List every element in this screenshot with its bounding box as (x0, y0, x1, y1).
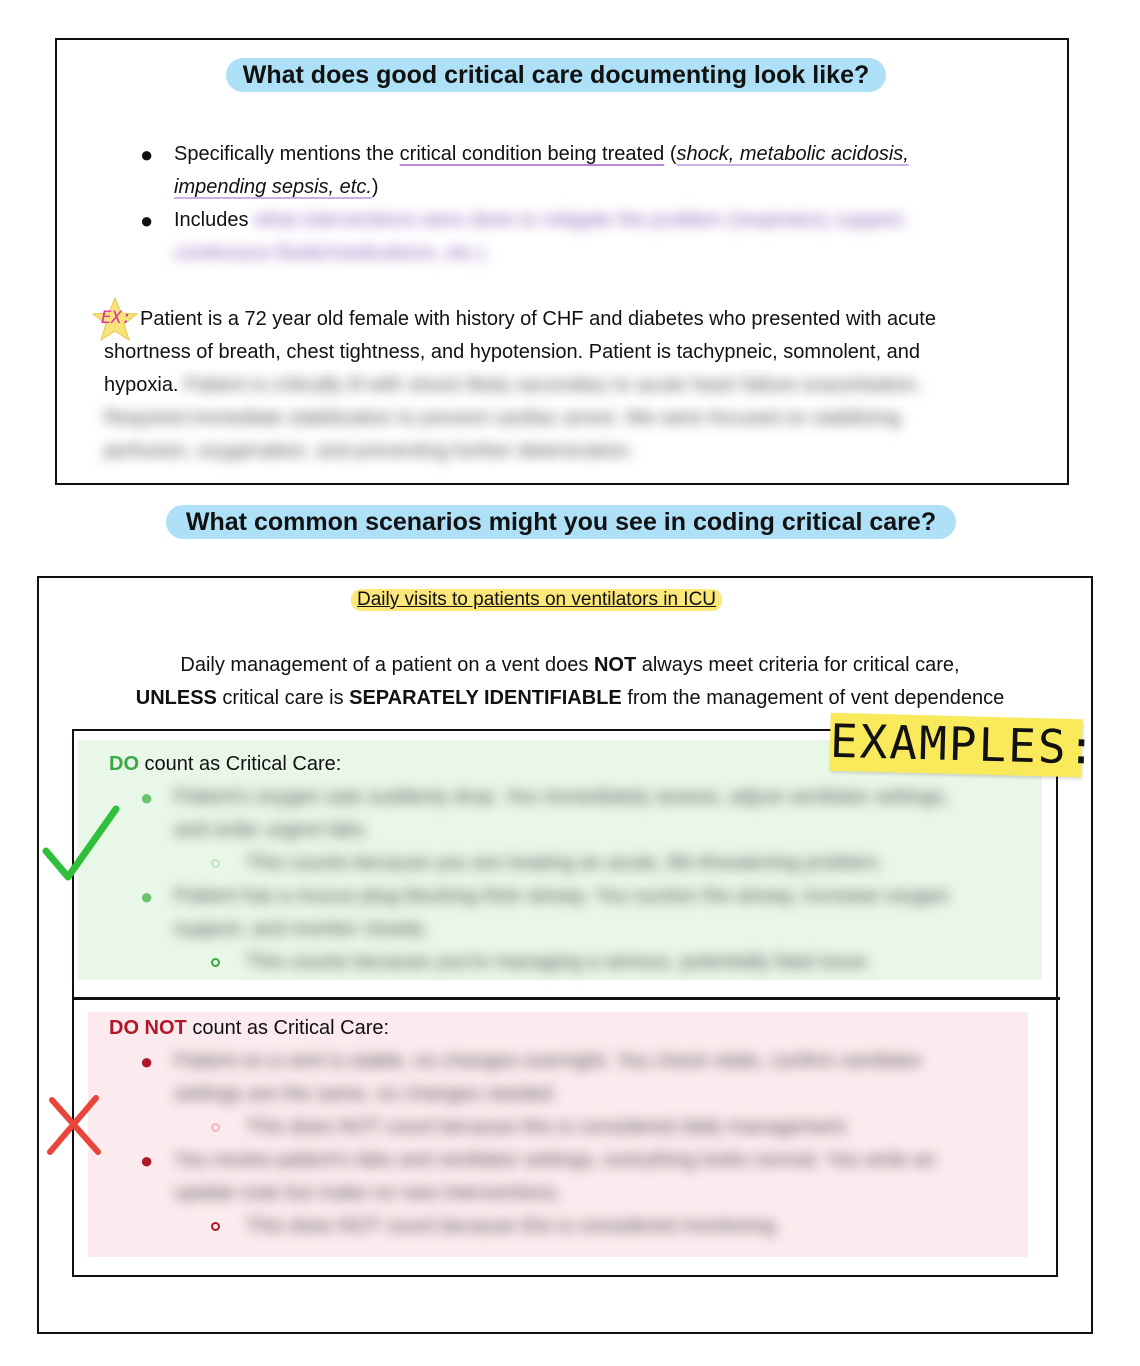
bullet-2-line2: continuous fluids/medications, etc.) (174, 242, 486, 264)
do-label-rest: count as Critical Care: (139, 753, 342, 775)
do-sub-dot (211, 958, 220, 967)
examples-divider (72, 997, 1060, 1000)
do-label (109, 748, 341, 781)
do-item-2-line1: Patient has a mucus plug blocking their airway. You suction the airway, increase oxygen (174, 885, 950, 907)
dont-sub-dot (211, 1222, 220, 1231)
do-sub-dot (211, 859, 220, 868)
bullet-1-italic: shock, metabolic acidosis, (676, 143, 909, 165)
dont-item-2-sub: This does NOT count because this is considered monitoring. (246, 1215, 781, 1237)
scenario-heading: Daily visits to patients on ventilators in ICU (351, 589, 722, 611)
do-item-2-sub: This counts because you're managing a serious, potentially fatal issue. (246, 951, 872, 973)
rule-line2-bold2: SEPARATELY IDENTIFIABLE (349, 687, 622, 709)
do-item-1-sub: This counts because you are treating an acute, life-threatening problem. (246, 852, 884, 874)
rule-line1-bold: NOT (593, 654, 637, 676)
example-line3-visible: hypoxia. (104, 374, 185, 396)
examples-sticker: EXAMPLES: (829, 713, 1082, 778)
do-label-bold: DO (109, 753, 139, 775)
bullet-dot: ● (140, 208, 154, 233)
do-item-1-line2: and order urgent labs. (174, 819, 370, 841)
dont-item-2-line2: update note but make no new interventions. (174, 1182, 563, 1204)
rule-line1-post: always meet criteria for critical care, (636, 654, 960, 676)
example-line1: Patient is a 72 year old female with history of CHF and diabetes who presented with acute (140, 308, 936, 330)
dont-item-1-sub: This does NOT count because this is considered daily management. (246, 1116, 851, 1138)
bullet-1-paren-close: ) (371, 176, 379, 198)
rule-line2-mid: critical care is (216, 687, 350, 709)
bullet-1-italic-line2: impending sepsis, etc. (174, 176, 372, 198)
x-mark-icon (44, 1094, 104, 1158)
example-line3 (104, 369, 1004, 402)
do-bullet-dot: ● (140, 785, 154, 810)
dont-label-bold: DO NOT (109, 1017, 187, 1039)
bullet-1-prefix: Specifically mentions the (174, 143, 400, 165)
example-line5: perfusion, oxygenation, and preventing further deterioration. (104, 440, 635, 462)
dont-bullet-dot: ● (140, 1049, 154, 1074)
dont-item-2-line1: You review patient's labs and ventilator settings, everything looks normal. You write an (174, 1149, 936, 1171)
dont-sub-dot (211, 1123, 220, 1132)
example-badge: EX: (101, 308, 132, 328)
rule-line1 (0, 649, 1140, 682)
rule-line2-bold1: UNLESS (135, 687, 217, 709)
dont-item-1-line2: settings are the same, no changes needed. (174, 1083, 558, 1105)
dont-label (109, 1012, 389, 1045)
example-line3-blurred: Patient is critically ill with shock likely secondary to acute heart failure exacerbation. (184, 374, 923, 396)
dont-item-1-line1: Patient on a vent is stable, no changes overnight. You check vitals, confirm ventilator (174, 1050, 923, 1072)
bullet-1-line2 (174, 171, 379, 204)
bullet-2-line1 (174, 204, 1004, 237)
bullet-2-prefix: Includes (174, 209, 255, 231)
checkmark-icon (40, 803, 120, 883)
rule-line2-post: from the management of vent dependence (621, 687, 1005, 709)
rule-line1-pre: Daily management of a patient on a vent does (180, 654, 594, 676)
section2-title: What common scenarios might you see in coding critical care? (166, 505, 956, 539)
bullet-1-line1 (174, 138, 1004, 171)
do-item-2-line2: support, and monitor closely. (174, 918, 429, 940)
bullet-2-blurred: what interventions were done to mitigate the problem (respiratory support, (254, 209, 908, 231)
example-line4: Required immediate stabilization to prevent cardiac arrest. We were focused on stabilizing (104, 407, 901, 429)
dont-bullet-dot: ● (140, 1148, 154, 1173)
dont-label-rest: count as Critical Care: (186, 1017, 390, 1039)
example-line2: shortness of breath, chest tightness, and hypotension. Patient is tachypneic, somnolent, and (104, 341, 921, 363)
bullet-dot: ● (140, 142, 154, 167)
bullet-1-underlined: critical condition being treated (399, 143, 665, 165)
rule-line2 (0, 682, 1140, 715)
section1-title: What does good critical care documenting look like? (226, 58, 886, 92)
do-bullet-dot: ● (140, 884, 154, 909)
bullet-1-paren-open: ( (664, 143, 677, 165)
do-item-1-line1: Patient's oxygen sats suddenly drop. You immediately assess, adjust ventilator settings, (174, 786, 950, 808)
